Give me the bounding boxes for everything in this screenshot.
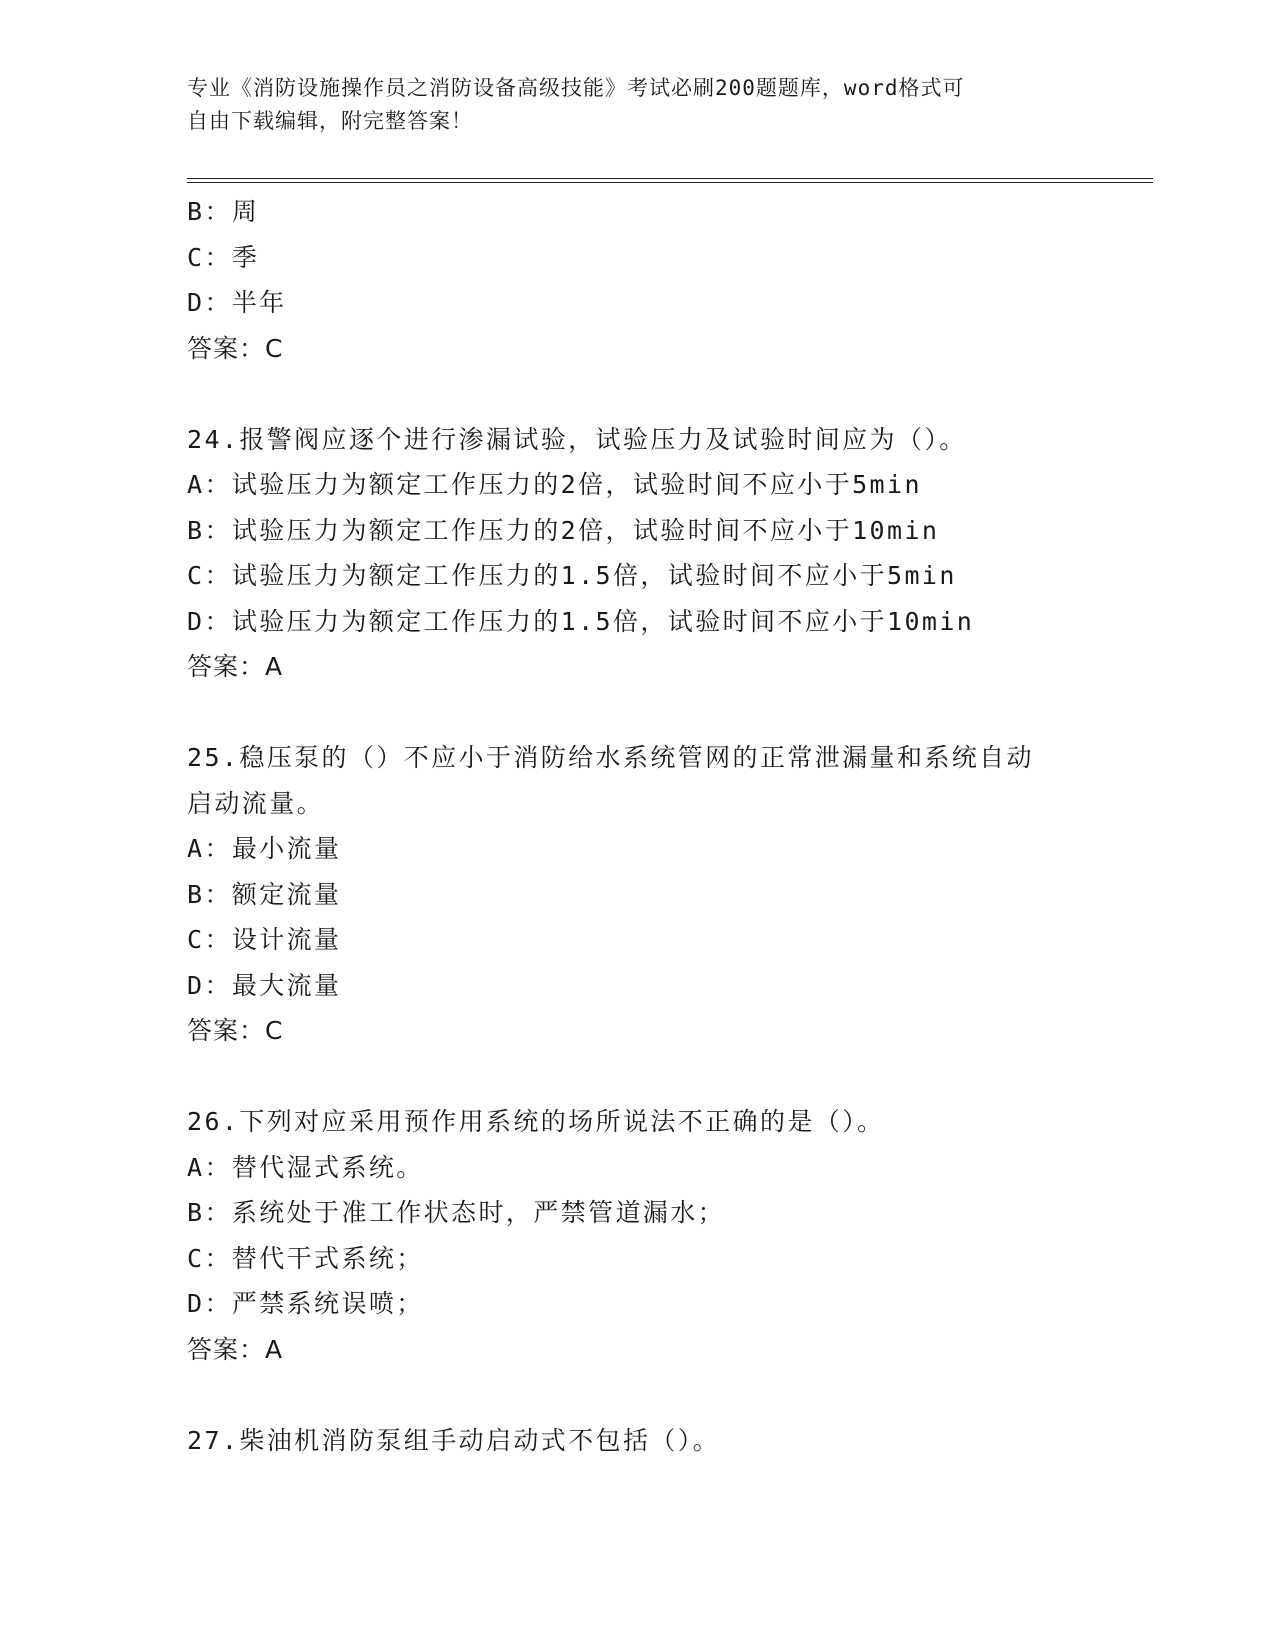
option-c: C：替代干式系统； xyxy=(187,1243,424,1273)
question-text: 26.下列对应采用预作用系统的场所说法不正确的是（）。 xyxy=(187,1107,885,1136)
option-c: C：试验压力为额定工作压力的1.5倍，试验时间不应小于5min xyxy=(187,561,957,590)
spacer xyxy=(187,690,1107,736)
option-d: D：试验压力为额定工作压力的1.5倍，试验时间不应小于10min xyxy=(187,606,975,636)
option-c: C：设计流量 xyxy=(187,925,342,954)
option-b: B：周 xyxy=(187,197,260,226)
answer-line: 答案：C xyxy=(187,1016,284,1045)
answer-line: 答案：A xyxy=(187,1334,284,1364)
question-text: 24.报警阀应逐个进行渗漏试验，试验压力及试验时间应为（）。 xyxy=(187,424,967,454)
document-header xyxy=(187,72,1067,138)
option-a: A：试验压力为额定工作压力的2倍，试验时间不应小于5min xyxy=(187,470,922,499)
header-title-line-2: 自由下载编辑，附完整答案！ xyxy=(187,109,473,133)
option-a: A：最小流量 xyxy=(187,834,342,863)
option-b: B：额定流量 xyxy=(187,879,342,909)
spacer xyxy=(187,371,1107,417)
answer-line: 答案：A xyxy=(187,652,284,681)
header-rule-top xyxy=(187,178,1153,179)
question-27 xyxy=(187,1418,1107,1464)
option-d: D：最大流量 xyxy=(187,970,342,1000)
option-c: C：季 xyxy=(187,242,260,272)
question-text: 27.柴油机消防泵组手动启动式不包括（）。 xyxy=(187,1425,721,1455)
question-23-continued xyxy=(187,189,1107,371)
option-d: D：严禁系统误喷； xyxy=(187,1289,424,1318)
answer-line: 答案：C xyxy=(187,333,284,363)
option-d: D：半年 xyxy=(187,288,287,317)
question-25 xyxy=(187,735,1107,1054)
spacer xyxy=(187,1054,1107,1100)
question-text: 25.稳压泵的（）不应小于消防给水系统管网的正常泄漏量和系统自动 xyxy=(187,743,1034,772)
question-26 xyxy=(187,1099,1107,1372)
spacer xyxy=(187,1372,1107,1418)
option-b: B：系统处于准工作状态时，严禁管道漏水； xyxy=(187,1198,726,1227)
option-a: A：替代湿式系统。 xyxy=(187,1152,424,1182)
header-rule-bottom xyxy=(187,182,1153,183)
header-title-line-1: 专业《消防设施操作员之消防设备高级技能》考试必刷200题题库，word格式可 xyxy=(187,76,965,100)
question-list xyxy=(187,189,1107,1463)
question-text-continued: 启动流量。 xyxy=(187,788,325,818)
question-24 xyxy=(187,417,1107,690)
option-b: B：试验压力为额定工作压力的2倍，试验时间不应小于10min xyxy=(187,515,940,545)
